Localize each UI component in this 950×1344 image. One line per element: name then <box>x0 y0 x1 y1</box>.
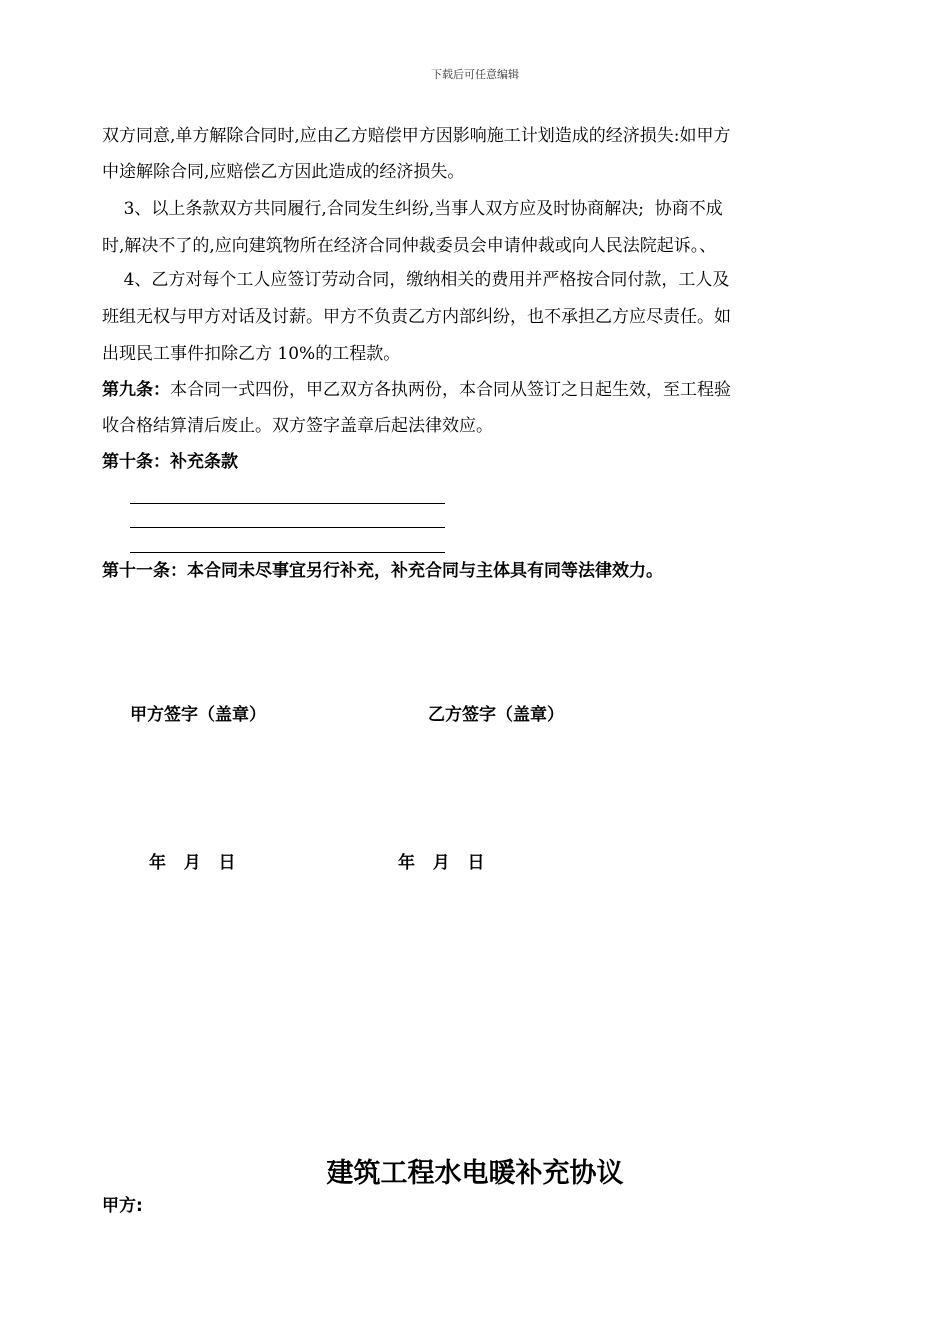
clause-3-line: 3、以上条款双方共同履行,合同发生纠纷,当事人双方应及时协商解决; 协商不成 <box>102 199 723 219</box>
document-title: 建筑工程水电暖补充协议 <box>326 1158 624 1189</box>
page-header: 下载后可任意编辑 <box>431 68 519 81</box>
blank-line <box>130 552 445 553</box>
article-9-line: 收合格结算清后废止。双方签字盖章后起法律效应。 <box>102 416 493 436</box>
clause-4-line: 4、乙方对每个工人应签订劳动合同，缴纳相关的费用并严格按合同付款，工人及 <box>102 270 730 290</box>
party-a-signature-label: 甲方签字（盖章） <box>130 705 266 725</box>
party-a-label: 甲方: <box>102 1196 143 1216</box>
paragraph-line: 双方同意,单方解除合同时,应由乙方赔偿甲方因影响施工计划造成的经济损失:如甲方 <box>102 126 731 146</box>
article-10-heading: 第十条：补充条款 <box>102 452 238 472</box>
clause-3-line: 时,解决不了的,应向建筑物所在经济合同仲裁委员会申请仲裁或向人民法院起诉。、 <box>102 236 717 256</box>
paragraph-line: 中途解除合同,应赔偿乙方因此造成的经济损失。 <box>102 162 465 182</box>
party-b-date: 年 月 日 <box>398 853 485 873</box>
article-9-text: 本合同一式四份，甲乙双方各执两份，本合同从签订之日起生效，至工程验 <box>170 380 731 400</box>
clause-4-line: 班组无权与甲方对话及讨薪。甲方不负责乙方内部纠纷，也不承担乙方应尽责任。如 <box>102 307 731 327</box>
blank-line <box>130 503 445 504</box>
party-a-date: 年 月 日 <box>149 853 236 873</box>
article-11-text: 第十一条：本合同未尽事宜另行补充，补充合同与主体具有同等法律效力。 <box>102 561 663 581</box>
article-9-line <box>102 380 731 400</box>
clause-4-line: 出现民工事件扣除乙方 10%的工程款。 <box>102 344 401 364</box>
blank-line <box>130 527 445 528</box>
party-b-signature-label: 乙方签字（盖章） <box>428 705 564 725</box>
article-9-label: 第九条： <box>102 380 170 400</box>
